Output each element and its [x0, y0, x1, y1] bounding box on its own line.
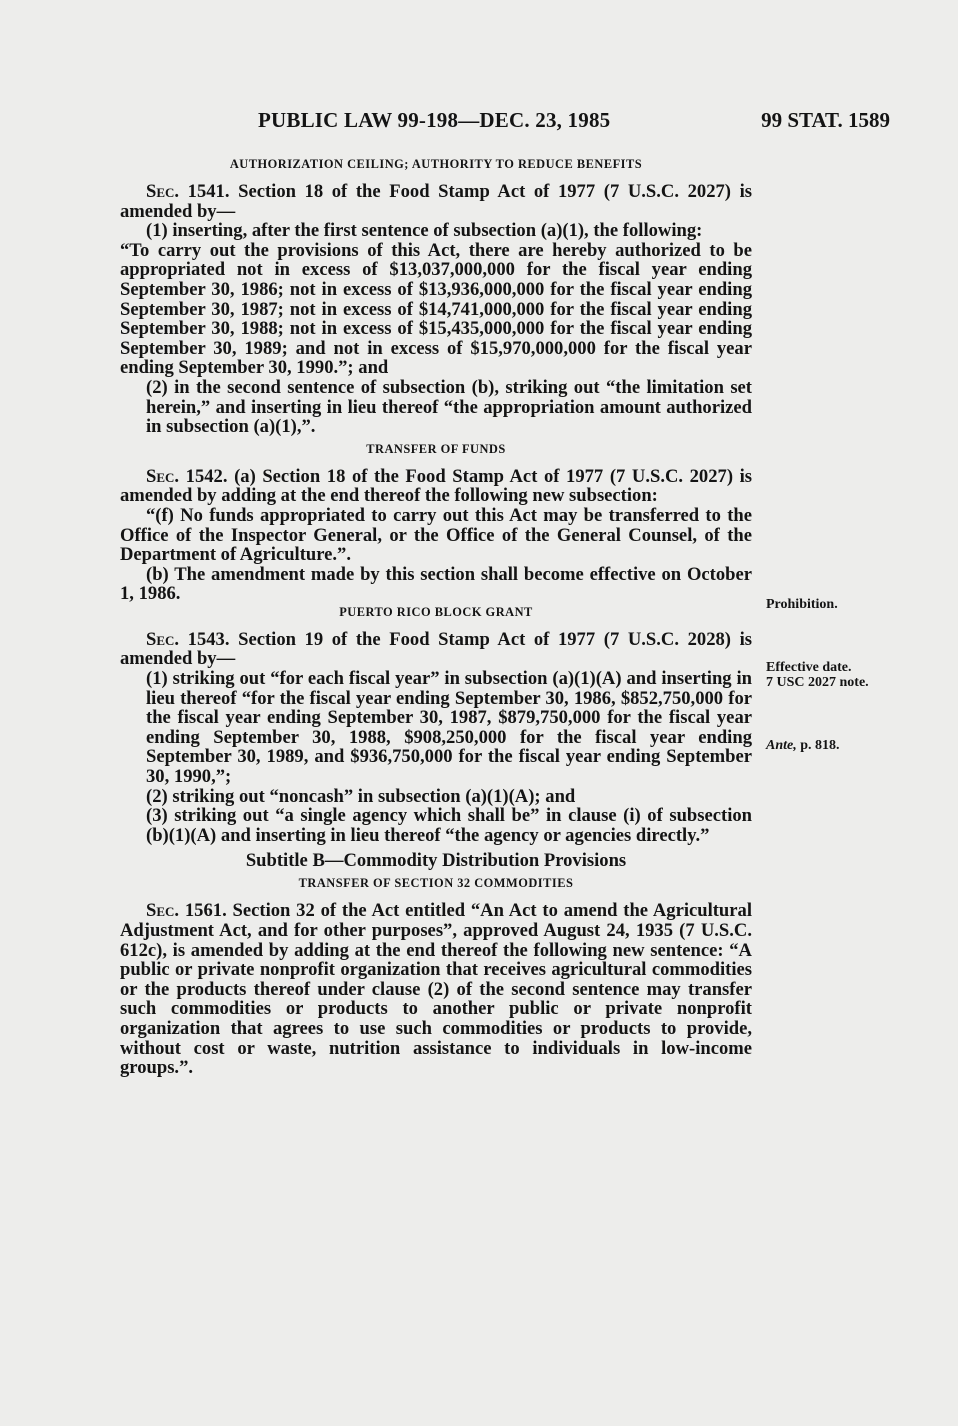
section-1541-intro-text: 1541. Section 18 of the Food Stamp Act of 1977 (7 U.S.C. 2027) is amended by— [120, 181, 752, 222]
statute-page-number: 99 STAT. 1589 [761, 108, 890, 132]
section-1543-item-3: (3) striking out “a single agency which shall be” in clause (i) of subsection (b)(1)(A) and inserting in lieu thereof “the agency or agencies directly.” [146, 805, 752, 846]
section-1541-item-2: (2) in the second sentence of subsection (b), striking out “the limitation set herein,” and inserting in lieu thereof “the appropriation amount authorized in subsection (a)(1),”. [146, 376, 752, 438]
margin-note-ante-italic: Ante, [766, 738, 797, 753]
margin-note-ante-page: p. 818. [796, 738, 840, 753]
section-heading-1543: PUERTO RICO BLOCK GRANT [339, 604, 533, 619]
subtitle-b: Subtitle B—Commodity Distribution Provisions [245, 850, 627, 872]
section-1542-b: (b) The amendment made by this section shall become effective on October 1, 1986. [120, 563, 752, 605]
sec-label: Sec. [146, 628, 180, 650]
page-title: PUBLIC LAW 99-198—DEC. 23, 1985 [258, 108, 611, 132]
section-1561-text [120, 901, 752, 1077]
section-1542-intro [120, 467, 752, 506]
section-1561-body: 1561. Section 32 of the Act entitled “An Act to amend the Agricultural Adjustment Act, and for other purposes”, approved August 24, 1935 (7 U.S.C. 612c), is amended by adding at the end thereof the following new sentence: “A public or private nonprofit organization that receives agricultural commodities or the products thereof under clause (2) of the second sentence may transfer such commodities or products to another public or private nonprofit organization that agrees to use such commodities or products to provide, without cost or waste, nutrition assistance to individuals in low-income groups.”. [120, 900, 752, 1079]
section-1543-item-2: (2) striking out “noncash” in subsection (a)(1)(A); and [146, 785, 576, 807]
margin-note-usc: 7 USC 2027 note. [766, 675, 869, 690]
margin-note-ante [766, 738, 840, 753]
sec-label: Sec. [146, 181, 180, 202]
sec-label: Sec. [146, 465, 180, 487]
page-header [258, 108, 890, 138]
section-1542-quote: “(f) No funds appropriated to carry out this Act may be transferred to the Office of the Inspector General, or the Office of the General Counsel, of the Department of Agriculture.”. [120, 504, 752, 566]
sec-label: Sec. [146, 900, 180, 922]
section-1543-item-1: (1) striking out “for each fiscal year” in subsection (a)(1)(A) and inserting in lieu thereof “for the fiscal year ending September 30, 1986, $852,750,000 for the fiscal year ending September 30, 1987, $879,750,000 for the fiscal year ending September 30, 1988, $908,250,000 for the fiscal year ending September 30, 1989, and $936,750,000 for the fiscal year ending September 30, 1990,”; [146, 668, 752, 788]
margin-note-effective-date: Effective date. [766, 660, 852, 675]
section-1543-intro-text: 1543. Section 19 of the Food Stamp Act of 1977 (7 U.S.C. 2028) is amended by— [120, 628, 752, 670]
section-1541-quote: “To carry out the provisions of this Act, there are hereby authorized to be appropriated not in excess of $13,037,000,000 for the fiscal year ending September 30, 1986; not in excess of $13,936,000,000 for the fiscal year ending September 30, 1987; not in excess of $14,741,000,000 for the fiscal year ending September 30, 1988; not in excess of $15,435,000,000 for the fiscal year ending September 30, 1989; and not in excess of $15,970,000,000 for the fiscal year ending September 30, 1990.”; and [120, 239, 752, 379]
section-heading-1561: TRANSFER OF SECTION 32 COMMODITIES [298, 876, 574, 891]
section-1541-item-1: (1) inserting, after the first sentence of subsection (a)(1), the following: [146, 220, 703, 242]
section-heading-1542: TRANSFER OF FUNDS [366, 441, 506, 456]
section-1543-intro [120, 630, 752, 669]
section-1541-intro [120, 182, 752, 221]
section-1542-intro-text: 1542. (a) Section 18 of the Food Stamp Act of 1977 (7 U.S.C. 2027) is amended by adding at the end thereof the following new subsection: [120, 465, 752, 507]
margin-note-prohibition: Prohibition. [766, 597, 838, 612]
main-text [120, 156, 752, 1078]
section-heading-1541: AUTHORIZATION CEILING; AUTHORITY TO REDUCE BENEFITS [229, 157, 643, 171]
